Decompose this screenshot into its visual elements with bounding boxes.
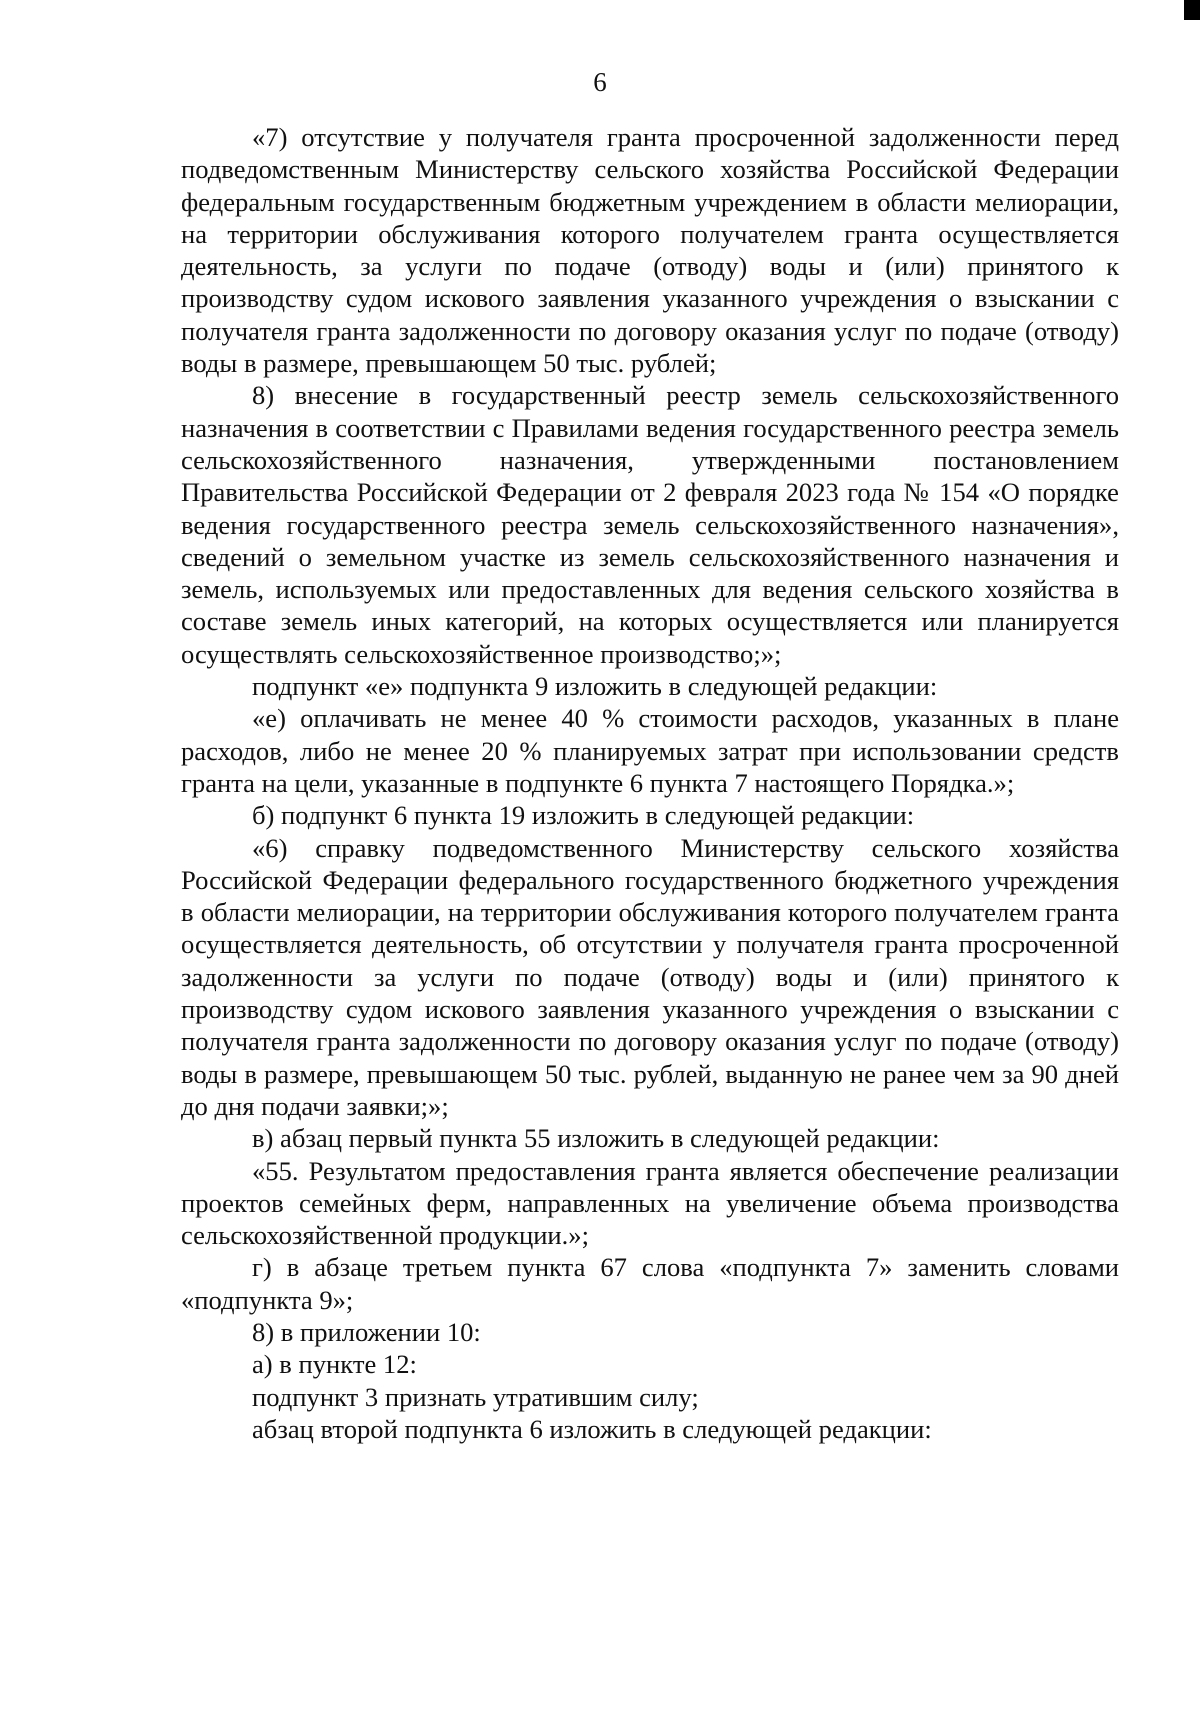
paragraph-b-intro: б) подпункт 6 пункта 19 изложить в следующей редакции: [252, 800, 915, 831]
paragraph-subpoint-e-intro: подпункт «е» подпункта 9 изложить в следующей редакции: [252, 671, 938, 702]
paragraph-subpoint-6-second: абзац второй подпункта 6 изложить в следующей редакции: [252, 1413, 932, 1444]
paragraph-item-6-certificate: «6) справку подведомственного Министерству сельского хозяйства Российской Федерации федерального государственного бюджетного учреждения в области мелиорации, на территории обслуживания которого получателем гранта осуществляется деятельность, об отсутствии у получателя гранта просроченной задолженности за услуги по подаче (отводу) воды и (или) принятого к производству судом искового заявления указанного учреждения о взыскании с получателя гранта задолженности по договору оказания услуг по подаче (отводу) воды в размере, превышающем 50 тыс. рублей, выданную не ранее чем за 90 дней до дня подачи заявки;»; [181, 832, 1119, 1121]
paragraph-subpoint-e: «е) оплачивать не менее 40 % стоимости расходов, указанных в плане расходов, либо не менее 20 % планируемых затрат при использовании средств гранта на цели, указанные в подпункте 6 пункта 7 настоящего Порядка.»; [181, 703, 1119, 798]
paragraph-v-intro: в) абзац первый пункта 55 изложить в следующей редакции: [252, 1123, 940, 1154]
document-body [181, 121, 1119, 1445]
page-number: 6 [593, 67, 607, 97]
paragraph-subpoint-3: подпункт 3 признать утратившим силу; [252, 1381, 699, 1412]
scan-corner-mark [1184, 0, 1200, 20]
paragraph-item-55: «55. Результатом предоставления гранта является обеспечение реализации проектов семейных ферм, направленных на увеличение объема производства сельскохозяйственной продукции.»; [181, 1155, 1119, 1251]
paragraph-item-7: «7) отсутствие у получателя гранта просроченной задолженности перед подведомственным Министерству сельского хозяйства Российской Федерации федеральным государственным бюджетным учреждением в области мелиорации, на территории обслуживания которого получателем гранта осуществляется деятельность, за услуги по подаче (отводу) воды и (или) принятого к производству судом искового заявления указанного учреждения о взыскании с получателя гранта задолженности по договору оказания услуг по подаче (отводу) воды в размере, превышающем 50 тыс. рублей; [181, 122, 1119, 379]
paragraph-point-12: а) в пункте 12: [252, 1349, 417, 1380]
paragraph-g: г) в абзаце третьем пункта 67 слова «подпункта 7» заменить словами «подпункта 9»; [181, 1252, 1119, 1315]
paragraph-item-8: 8) внесение в государственный реестр земель сельскохозяйственного назначения в соответствии с Правилами ведения государственного реестра земель сельскохозяйственного назначения, утвержденными постановлением Правительства Российской Федерации от 2 февраля 2023 года № 154 «О порядке ведения государственного реестра земель сельскохозяйственного назначения», сведений о земельном участке из земель сельскохозяйственного назначения и земель, используемых или предоставленных для ведения сельского хозяйства в составе земель иных категорий, на которых осуществляется или планируется осуществлять сельскохозяйственное производство;»; [181, 380, 1119, 669]
paragraph-appendix-10: 8) в приложении 10: [252, 1316, 481, 1347]
